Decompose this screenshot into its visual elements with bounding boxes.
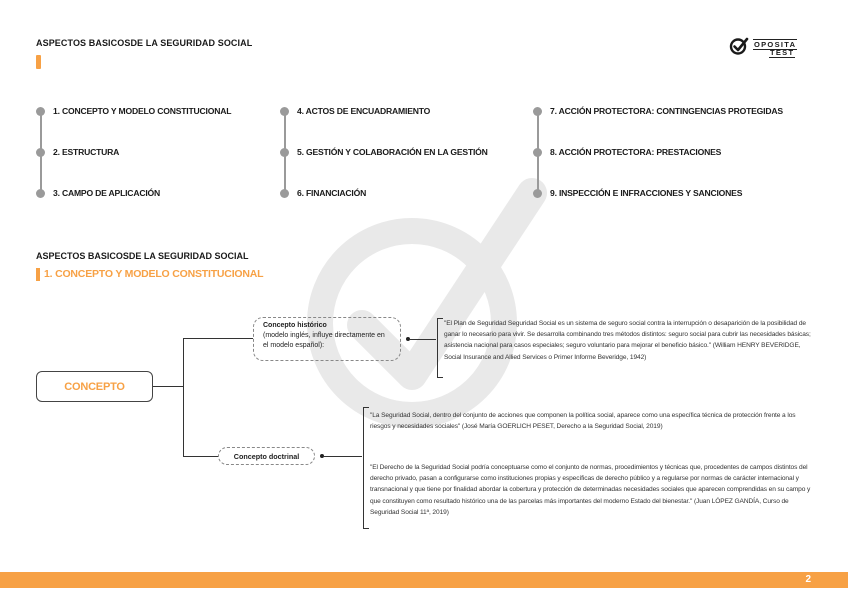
header-accent-bar — [36, 55, 41, 69]
toc-item-label: 7. ACCIÓN PROTECTORA: CONTINGENCIAS PROTEGIDAS — [550, 106, 783, 116]
toc-item-2[interactable] — [36, 147, 119, 157]
quote-goerlich: "La Seguridad Social, dentro del conjunto de acciones que componen la política social, aparece como una específica técnica de protección frente a los riesgos y necesidades sociales" (José María GOERLICH PESET, Derecho a la Seguridad Social, 2019) — [370, 412, 796, 431]
toc-item-label: 8. ACCIÓN PROTECTORA: PRESTACIONES — [550, 147, 722, 157]
concept-root-box: CONCEPTO — [36, 371, 153, 402]
toc-bullet — [36, 107, 45, 116]
toc-bullet — [36, 189, 45, 198]
toc-bullet — [533, 189, 542, 198]
toc-item-6[interactable] — [280, 188, 366, 198]
toc-item-3[interactable] — [36, 188, 160, 198]
toc-item-label: 3. CAMPO DE APLICACIÓN — [53, 188, 161, 198]
toc-item-label: 1. CONCEPTO Y MODELO CONSTITUCIONAL — [53, 106, 232, 116]
toc-item-label: 9. INSPECCIÓN E INFRACCIONES Y SANCIONES — [550, 188, 743, 198]
toc-bullet — [280, 189, 289, 198]
connector-line — [324, 456, 362, 457]
quote-bracket — [363, 407, 364, 529]
toc-bullet — [280, 107, 289, 116]
toc-bullet — [280, 148, 289, 157]
historic-concept-box — [253, 317, 401, 361]
toc-item-label: 2. ESTRUCTURA — [53, 147, 120, 157]
historic-concept-body: (modelo inglés, influye directamente en el modelo español): — [263, 332, 385, 349]
quote-bracket — [437, 318, 438, 378]
logo-text-line1: OPOSITA — [754, 40, 797, 49]
section-title: ASPECTOS BASICOSDE LA SEGURIDAD SOCIAL — [36, 251, 249, 261]
quote-beveridge: "El Plan de Seguridad Seguridad Social es un sistema de seguro social contra la interrupción o desaparición de la posibilidad de ganar lo necesario para vivir. Se desarrolla combinando tres métodos distintos: seguro social para cubrir las necesidades básicas; asistencia nacional para casos especiales; seguro voluntario para mejorar el beneficio básico." (William HENRY BEVERIDGE, Social Insurance and Allied Services o Primer Informe Beveridge, 1942) — [444, 320, 811, 361]
check-circle-icon — [729, 36, 749, 56]
connector-line — [183, 456, 218, 457]
historic-concept-title: Concepto histórico — [263, 322, 327, 329]
connector-line — [183, 338, 253, 339]
toc-item-5[interactable] — [280, 147, 488, 157]
toc-item-7[interactable] — [533, 106, 783, 116]
watermark-check-icon — [300, 175, 550, 445]
doctrinal-concept-box: Concepto doctrinal — [218, 447, 315, 465]
section-subtitle: 1. CONCEPTO Y MODELO CONSTITUCIONAL — [44, 268, 264, 280]
toc-bullet — [533, 107, 542, 116]
connector-line — [183, 338, 184, 457]
toc-item-label: 4. ACTOS DE ENCUADRAMIENTO — [297, 106, 431, 116]
page-number: 2 — [805, 574, 811, 585]
toc-item-label: 6. FINANCIACIÓN — [297, 188, 367, 198]
section-accent-bar — [36, 268, 40, 281]
toc-item-9[interactable] — [533, 188, 742, 198]
footer-bar — [0, 572, 848, 588]
toc-bullet — [533, 148, 542, 157]
toc-item-1[interactable] — [36, 106, 231, 116]
toc-item-8[interactable] — [533, 147, 721, 157]
toc-bullet — [36, 148, 45, 157]
toc-item-4[interactable] — [280, 106, 430, 116]
quote-lopez-gandia: "El Derecho de la Seguridad Social podría conceptuarse como el conjunto de normas, procedimientos y técnicas que, procedentes de campos distintos del derecho privado, pasan a configurarse como instituciones propias y específicas de derecho público y a regularse por normas de carácter internacional y transnacional y que tiene por finalidad abordar la cobertura y protección de determinadas necesidades sociales que aparecen comprendidas en su campo y que constituyen como resultado histórico una de las parcelas más importantes del moderno Estado del bienestar." (Juan LÓPEZ GANDÍA, Curso de Seguridad Social 11ª, 2019) — [370, 464, 811, 516]
opositatest-logo — [729, 35, 813, 59]
connector-line — [153, 386, 183, 387]
page-header-title: ASPECTOS BASICOSDE LA SEGURIDAD SOCIAL — [36, 38, 253, 48]
toc-item-label: 5. GESTIÓN Y COLABORACIÓN EN LA GESTIÓN — [297, 147, 488, 157]
logo-text-line2: TEST — [770, 48, 795, 57]
connector-line — [410, 339, 436, 340]
